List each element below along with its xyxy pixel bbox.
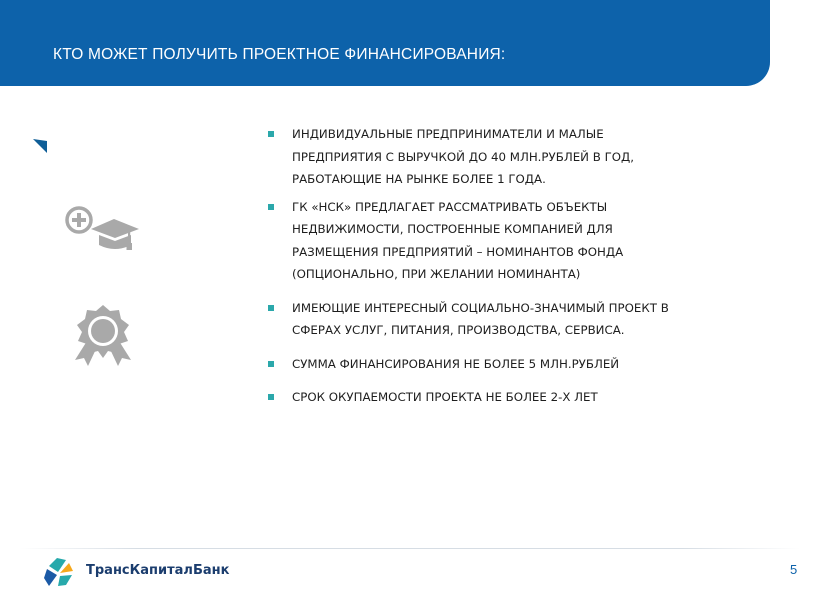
bullet-square-icon bbox=[268, 305, 274, 311]
item-line: ИМЕЮЩИЕ ИНТЕРЕСНЫЙ СОЦИАЛЬНО-ЗНАЧИМЫЙ ПРОЕКТ В bbox=[292, 300, 669, 315]
item-line: ГК «НСК» ПРЕДЛАГАЕТ РАССМАТРИВАТЬ ОБЪЕКТЫ bbox=[292, 199, 608, 214]
corner-accent-mark bbox=[33, 139, 47, 153]
item-line: СФЕРАХ УСЛУГ, ПИТАНИЯ, ПРОИЗВОДСТВА, СЕРВИСА. bbox=[292, 323, 625, 337]
list-item bbox=[268, 196, 788, 286]
bank-logo-text: ТрансКапиталБанк bbox=[86, 563, 230, 578]
list-item bbox=[268, 386, 788, 409]
slide-title: КТО МОЖЕТ ПОЛУЧИТЬ ПРОЕКТНОЕ ФИНАНСИРОВАНИЯ: bbox=[53, 46, 506, 63]
item-line: (ОПЦИОНАЛЬНО, ПРИ ЖЕЛАНИИ НОМИНАНТА) bbox=[292, 267, 581, 281]
item-line: ПРЕДПРИЯТИЯ С ВЫРУЧКОЙ ДО 40 МЛН.РУБЛЕЙ В ГОД, bbox=[292, 149, 635, 164]
bullet-square-icon bbox=[268, 204, 274, 210]
award-medal-icon bbox=[73, 305, 133, 367]
item-line: РАБОТАЮЩИЕ НА РЫНКЕ БОЛЕЕ 1 ГОДА. bbox=[292, 172, 546, 186]
page-number: 5 bbox=[790, 562, 798, 577]
list-item bbox=[268, 297, 788, 342]
list-item bbox=[268, 123, 788, 191]
bullet-square-icon bbox=[268, 131, 274, 137]
item-line: СУММА ФИНАНСИРОВАНИЯ НЕ БОЛЕЕ 5 МЛН.РУБЛЕЙ bbox=[292, 356, 620, 371]
item-line: СРОК ОКУПАЕМОСТИ ПРОЕКТА НЕ БОЛЕЕ 2-Х ЛЕТ bbox=[292, 390, 598, 404]
header-bar bbox=[0, 0, 770, 86]
bullet-square-icon bbox=[268, 394, 274, 400]
item-line: НЕДВИЖИМОСТИ, ПОСТРОЕННЫЕ КОМПАНИЕЙ ДЛЯ bbox=[292, 222, 613, 236]
item-line: ИНДИВИДУАЛЬНЫЕ ПРЕДПРИНИМАТЕЛИ И МАЛЫЕ bbox=[292, 127, 604, 141]
bullet-square-icon bbox=[268, 361, 274, 367]
bank-logo bbox=[42, 557, 262, 587]
item-line: РАЗМЕЩЕНИЯ ПРЕДПРИЯТИЙ – НОМИНАНТОВ ФОНДА bbox=[292, 244, 624, 259]
footer-divider bbox=[20, 548, 800, 549]
graduation-cap-icon bbox=[65, 205, 141, 253]
bank-logo-icon bbox=[42, 557, 74, 587]
criteria-list bbox=[268, 123, 788, 409]
list-item bbox=[268, 353, 788, 376]
